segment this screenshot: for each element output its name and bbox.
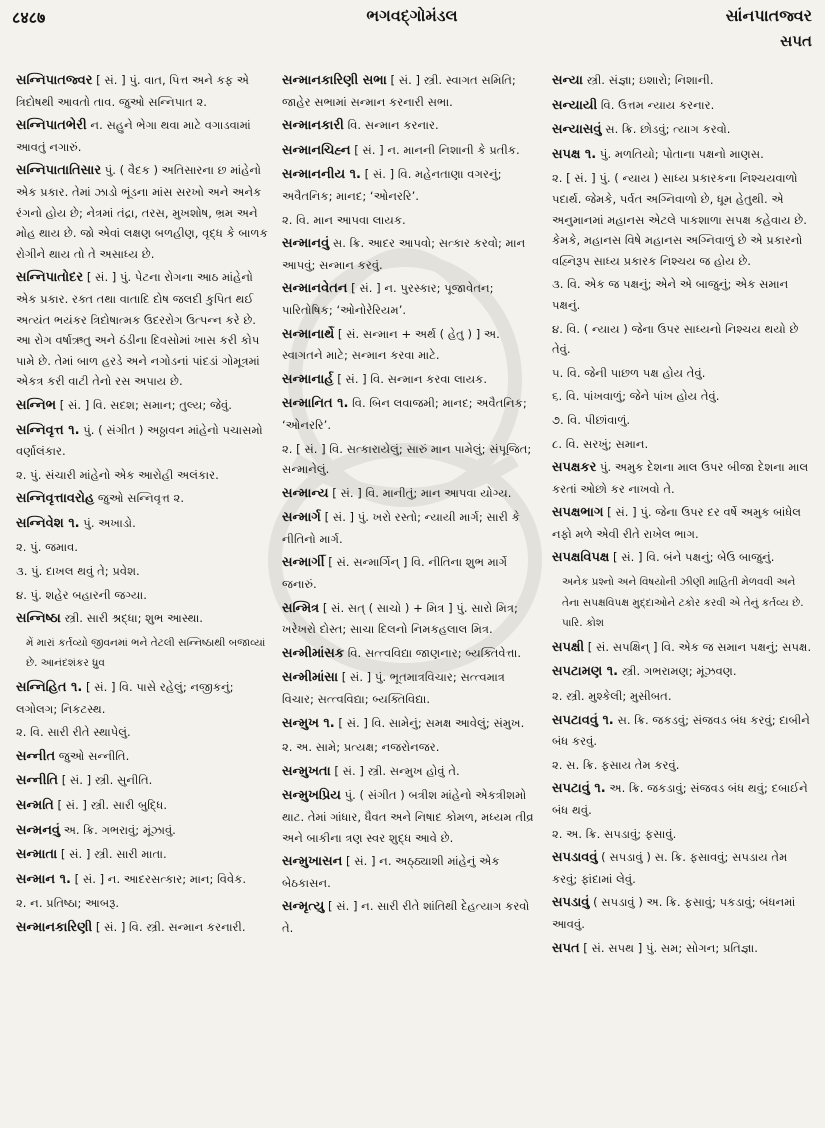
dictionary-entry xyxy=(16,160,268,264)
definition-text: અ. ક્રિ. જકડાવું; સંજવડ બંધ થવું; દબાઈને બંધ થવું. xyxy=(552,781,808,817)
definition-text: [ સં. ] સ્ત્રી. સારી માતા. xyxy=(57,847,167,862)
definition-text: સ્ત્રી. સારી શ્રદ્ધા; શુભ આસ્થા. xyxy=(60,611,203,626)
dictionary-entry xyxy=(552,661,814,683)
headword: સન્મતિ xyxy=(16,798,54,813)
definition-text: સ્ત્રી. સંજ્ઞા; ઇશારો; નિશાની. xyxy=(582,73,714,87)
sense-line xyxy=(282,439,540,480)
dictionary-entry xyxy=(16,395,268,417)
sense-line xyxy=(552,363,814,384)
sense-line xyxy=(552,319,814,360)
definition-text: [ સં. ] વિ. સદશ; સમાન; તુલ્ય; જેવું. xyxy=(56,397,232,412)
sense-line xyxy=(552,686,814,707)
headword: સન્નિવૃત્તાવરોહ xyxy=(16,491,95,507)
definition-text: ૨. વિ. સારી રીતે સ્થાપેલું. xyxy=(16,725,131,740)
page-number: ८४८७ xyxy=(12,8,46,27)
definition-text: પું. અમુક દેશના માલ ઉપર બીજા દેશના માલ કરતાં ઓછો કર નાખવો તે. xyxy=(552,460,809,496)
dictionary-entry xyxy=(282,851,540,893)
dictionary-entry xyxy=(282,70,540,112)
headword: સન્માર્ગી xyxy=(282,555,325,571)
definition-text: [ સં. ] પું. ભૂતમાત્રવિચાર; સત્ત્વમાત્ર વિચાર; સત્ત્વવિદ્યા; બ્યક્તિવિદ્યા. xyxy=(282,670,505,707)
dictionary-entry xyxy=(16,513,268,535)
definition-text: પું. ( સંગીત ) અઠ્ઠાવન માંહેનો પચાસમો વર્ણાલંકાર. xyxy=(16,422,263,459)
definition-text: [ સં. ] વિ. બંને પક્ષનું; બેઉ બાજુનું. xyxy=(609,550,775,565)
definition-text: [ સં. ] સ્ત્રી. સારી બુદ્ધિ. xyxy=(53,798,168,812)
dictionary-entry xyxy=(282,598,540,640)
definition-text: અનેક પ્રશ્નો અને વિષયોની ઝીણી માહિતી મેળવવી અને તેના સપક્ષવિપક્ષ મુદ્દાઓને ટકોર કરવી એ તેનું કર્તવ્ય છે. પારિ. કોશ xyxy=(562,576,804,630)
definition-text: અ. ક્રિ. ગભરાવું; મૂંઝાવું. xyxy=(60,822,176,837)
definition-text: [ સં. સન્માર્ગિન્ ] વિ. નીતિના શુભ માર્ગે જનારું. xyxy=(282,555,508,592)
dictionary-entry xyxy=(552,710,814,752)
definition-text: ૩. વિ. એક જ પક્ષનું; એને એ બાજુનું; એક સમાન પક્ષનું. xyxy=(552,277,789,312)
definition-text: વિ. સત્ત્વવિદ્યા જાણનાર; બ્યક્તિવેત્તા. xyxy=(344,645,522,660)
dictionary-entry xyxy=(282,140,540,162)
headword: સન્નિપાતભેરી xyxy=(16,118,87,134)
dictionary-entry xyxy=(282,552,540,594)
sense-line xyxy=(552,434,814,455)
headword: સપક્ષ ૧. xyxy=(552,146,597,162)
sense-line xyxy=(552,168,814,271)
definition-text: [ સં. સન્માન + અર્થ ( હેતુ ) ] અ. સ્વાગતને માટે; સન્માન કરવા માટે. xyxy=(282,326,500,363)
sense-line xyxy=(552,386,814,407)
definition-text: ૨. ન. પ્રતિષ્ઠા; આબરૂ. xyxy=(16,896,120,911)
page-header xyxy=(12,6,812,50)
headword: સન્નિવૃત્ત ૧. xyxy=(16,422,80,438)
sense-line xyxy=(282,737,540,758)
definition-text: ૨. [ સં. ] વિ. સત્કારાયેલું; સારું માન પામેલું; સંપૂજિત; સન્માનેલું. xyxy=(282,441,532,477)
definition-text: જુઓ સન્નિવૃત્ત ૨. xyxy=(94,491,185,506)
definition-text: પું. અખાડો. xyxy=(79,515,136,530)
dictionary-entry xyxy=(552,457,814,499)
dictionary-entry xyxy=(552,119,814,141)
dictionary-entry xyxy=(282,393,540,435)
definition-text: ૨. અ. ક્રિ. સપડાવું; ફસાવું. xyxy=(552,826,677,841)
definition-text: ( સપડાવું ) અ. ક્રિ. ફસાવું; પકડાવું; બંધનમાં આવવું. xyxy=(552,895,796,931)
definition-text: [ સં. ] સ્ત્રી. સન્મુખ હોવું તે. xyxy=(330,763,460,778)
dictionary-entry xyxy=(282,667,540,709)
headword: સન્માન્ય xyxy=(282,485,329,501)
definition-text: [ સં. ] ન. માનની નિશાની કે પ્રતીક. xyxy=(350,142,520,157)
definition-text: [ સં. ] વિ. પાસે રહેલું; નજીકનું; લગોલગ; નિકટસ્થ. xyxy=(16,680,234,716)
definition-text: ૨. પું. જમાવ. xyxy=(16,540,78,555)
definition-text: વિ. બિન લવાજમી; માનદ; અવૈતનિક; ‘ઓનરરિ’. xyxy=(282,396,527,432)
headword: સન્મુખપ્રિય xyxy=(282,788,341,804)
headword: સન્નિપાતોદર xyxy=(16,270,84,286)
headword: સન્માનાર્થે xyxy=(282,326,335,342)
definition-text: મેં મારાં કર્તવ્યો જીવનમાં ભને તેટલી સન્નિષ્ઠાથી બજાવ્યાં છે. આનંદશંકર ધ્રુવ xyxy=(26,636,266,670)
headword: સપક્ષવિપક્ષ xyxy=(552,550,610,566)
citation-quote xyxy=(16,633,268,674)
definition-text: [ સં. ] વિ. મહેનતાણા વગરનું; અવૈતનિક; માનદ; ‘ઓનરરિ’. xyxy=(282,167,502,203)
dictionary-entry xyxy=(552,70,814,92)
dictionary-entry xyxy=(552,778,814,820)
definition-text: ૨. સ. ક્રિ. ફસાય તેમ કરવું. xyxy=(552,757,680,772)
definition-text: ૩. પું. દાખલ થવું તે; પ્રવેશ. xyxy=(16,564,140,579)
dictionary-entry xyxy=(552,847,814,889)
dictionary-entry xyxy=(16,608,268,630)
headword: સન્નિષ્ઠા xyxy=(16,611,61,627)
definition-text: [ સં. ] સ્ત્રી. સુનીતિ. xyxy=(58,773,153,788)
dictionary-entry xyxy=(16,420,268,462)
headword: સન્માનિત ૧. xyxy=(282,396,349,412)
sense-line xyxy=(16,537,268,558)
headword: સન્મિત્ર xyxy=(282,600,320,616)
definition-text: સ. ક્રિ. છોડવું; ત્યાગ કરવો. xyxy=(601,122,731,137)
dictionary-entry xyxy=(282,324,540,366)
dictionary-entry xyxy=(16,795,268,817)
dictionary-entry xyxy=(282,278,540,320)
definition-text: ૨. સ્ત્રી. મુશ્કેલી; મુસીબત. xyxy=(552,689,672,704)
definition-text: ૨. વિ. માન આપવા લાયક. xyxy=(282,212,406,227)
dictionary-entry xyxy=(552,637,814,659)
definition-text: ૮. વિ. સરખું; સમાન. xyxy=(552,436,649,451)
headword: સન્મુખ ૧. xyxy=(282,715,335,731)
headword: સન્યાસવું xyxy=(552,122,602,138)
definition-text: [ સં. ] પું. ખરો રસ્તો; ન્યાયી માર્ગ; સારી કે નીતિનો માર્ગ. xyxy=(282,510,520,546)
dictionary-entry xyxy=(552,144,814,166)
definition-text: વિ. ઉત્તમ ન્યાય કરનાર. xyxy=(597,97,715,112)
headword: સન્માનનીય ૧. xyxy=(282,167,361,183)
headword: સન્માનાર્હ xyxy=(282,371,334,387)
headword: સન્માનવું xyxy=(282,236,330,252)
definition-text: ૨. અ. સામે; પ્રત્યક્ષ; નજરોનજર. xyxy=(282,740,440,755)
sense-line xyxy=(552,755,814,776)
dictionary-entry xyxy=(16,488,268,510)
headword: સપડાવવું xyxy=(552,850,598,866)
dictionary-entry xyxy=(282,115,540,137)
dictionary-entry xyxy=(16,844,268,866)
definition-text: ૪. વિ. ( ન્યાય ) જેના ઉપર સાધ્યનો નિશ્ચય થયો છે તેવું. xyxy=(552,321,799,357)
column-3 xyxy=(552,70,814,1120)
dictionary-entry xyxy=(282,233,540,275)
definition-text: ૫. વિ. જેની પાછળ પક્ષ હોય તેવું. xyxy=(552,365,706,380)
headword: સપટામણ ૧. xyxy=(552,664,619,680)
definition-text: સ્ત્રી. ગભરામણ; મૂંઝવણ. xyxy=(618,664,737,679)
headword: સન્યાયી xyxy=(552,97,598,113)
definition-text: ન. સહુને ભેગા થવા માટે વગાડવામાં આવતું નગારું. xyxy=(16,118,251,154)
dictionary-entry xyxy=(552,95,814,117)
dictionary-entry xyxy=(282,369,540,391)
definition-text: ૪. પું. શહેર બહારની જગ્યા. xyxy=(16,587,147,602)
definition-text: વિ. સન્માન કરનાર. xyxy=(343,118,439,133)
headword: સપક્ષભાગ xyxy=(552,505,604,521)
headword: સપટાવું ૧. xyxy=(552,781,606,797)
guide-word-start: સાંનપાતજ્વર xyxy=(725,6,812,25)
definition-text: સ. ક્રિ. જકડવું; સંજવડ બંધ કરવું; દાબીને બંધ કરવું. xyxy=(552,712,810,749)
headword: સન્મીમાંસા xyxy=(282,670,339,686)
dictionary-entry xyxy=(282,507,540,549)
definition-text: ૬. વિ. પાંખવાળું; જેને પાંખ હોય તેવું. xyxy=(552,389,720,404)
headword: સન્માનકારિણી સભા xyxy=(282,73,387,88)
definition-text: [ સં. ] સ્ત્રી. સ્વાગત સમિતિ; જાહેર સભામાં સન્માન કરનારી સભા. xyxy=(282,73,516,109)
headword: સન્નીત xyxy=(16,748,56,764)
dictionary-entry xyxy=(282,896,540,938)
definition-text: સ. ક્રિ. આદર આપવો; સત્કાર કરવો; માન આપવું; સન્માન કરવું. xyxy=(282,236,526,272)
dictionary-entry xyxy=(552,938,814,960)
dictionary-entry xyxy=(282,761,540,783)
definition-text: પું. મળતિયો; પોતાના પક્ષનો માણસ. xyxy=(596,146,764,161)
dictionary-entry xyxy=(16,267,268,392)
definition-text: [ સં. ] પું. જેના ઉપર દર વર્ષે અમુક બાંધેલ નફો મળે એવી રીતે રાખેલ ભાગ. xyxy=(552,505,802,541)
headword: સન્નિપાતાતિસાર xyxy=(16,163,102,179)
dictionary-entry xyxy=(282,483,540,505)
definition-text: [ સં. ] વિ. માનીતું; માન આપવા યોગ્ય. xyxy=(328,485,512,500)
definition-text: [ સં. ] ન. સારી રીતે શાંતિથી દેહત્યાગ કરવો તે. xyxy=(282,899,530,935)
sense-line xyxy=(16,585,268,606)
headword: સન્માન ૧. xyxy=(16,871,71,887)
sense-line xyxy=(282,210,540,231)
dictionary-entry xyxy=(282,643,540,665)
definition-text: ( સપડાવું ) સ. ક્રિ. ફસાવવું; સપડાય તેમ કરવું; ફાંદામાં લેવું. xyxy=(552,850,788,886)
dictionary-entry xyxy=(16,746,268,768)
headword: સન્નીતિ xyxy=(16,773,59,789)
definition-text: [ સં. ] ન. આદરસત્કાર; માન; વિવેક. xyxy=(70,871,247,886)
definition-text: [ સં. ] પું. વાત, પિત્ત અને કફ એ ત્રિદોષથી આવતો તાવ. જુઓ સન્નિપાત ૨. xyxy=(16,73,249,109)
headword: સન્મુખાસન xyxy=(282,854,343,870)
headword: સન્માનવેતન xyxy=(282,281,348,297)
book-title: ભગવદ્‌ગોમંડલ xyxy=(366,6,458,25)
sense-line xyxy=(552,274,814,315)
headword: સન્નિહિત ૧. xyxy=(16,680,83,696)
dictionary-entry xyxy=(552,892,814,934)
definition-text: પું. ( વૈદક ) અતિસારના છ માંહેનો એક પ્રકાર. તેમાં ઝાડો ભૂંડના માંસ સરખો અને અનેક રંગનો હોય છે; નેત્રમાં તંદ્રા, તરસ, મુખશોષ, ભ્રમ અને મોહ થાય છે. જો એવાં લક્ષણ બળહીણ, વૃદ્ધ કે બાળક રોગીને થાય તો તે અસાધ્ય છે. xyxy=(16,163,268,261)
definition-text: [ સં. ] પું. પેટના રોગના આઠ માંહેનો એક પ્રકાર. રક્ત તથા વાતાદિ દોષ જલદી કુપિત થઈ અત્યંત ભયંકર ત્રિદોષાત્મક ઉદરરોગ ઉત્પન્ન કરે છે. આ રોગ વર્ષાઋતુ અને ઠંડીના દિવસોમાં ખાસ કરી કોપ પામે છે. તેમાં બાળ હરડે અને નગોડનાં પાંદડાં ગોમૂત્રમાં એકત્ર કરી વાટી તેનો રસ અપાય છે. xyxy=(16,270,260,389)
headword: સન્માતા xyxy=(16,847,58,863)
definition-text: [ સં. ] વિ. સ્ત્રી. સન્માન કરનારી. xyxy=(92,919,246,934)
dictionary-entry xyxy=(16,917,268,939)
headword: સપડાવું xyxy=(552,895,590,911)
sense-line xyxy=(552,410,814,431)
sense-line xyxy=(16,561,268,582)
headword: સન્માનકારી xyxy=(282,118,344,134)
headword: સન્મૃત્યુ xyxy=(282,899,325,915)
dictionary-entry xyxy=(282,713,540,735)
citation-quote xyxy=(552,572,814,634)
headword: સન્યા xyxy=(552,73,583,88)
sense-line xyxy=(16,722,268,743)
sense-line xyxy=(16,465,268,486)
dictionary-entry xyxy=(552,502,814,544)
dictionary-entry xyxy=(16,770,268,792)
dictionary-entry xyxy=(16,115,268,157)
definition-text: ૨. [ સં. ] પું. ( ન્યાય ) સાધ્ય પ્રકારકના નિશ્ચયવાળો પદાર્થ. જેમકે, પર્વત અગ્નિવાળો છે, ધૂમ હેતુથી. એ અનુમાનમાં મહાનસ એટલે પાકશાળા સપક્ષ કહેવાય છે. કેમકે, મહાનસ વિષે મહાનસ અગ્નિવાળું છે એ પ્રકારનો વહ્નિરૂપ સાધ્ય પ્રકારક નિશ્ચય જ હોય છે. xyxy=(552,171,807,268)
definition-text: [ સં. સત્ ( સાચો ) + મિત્ર ] પું. સારો મિત્ર; ખરેખરો દોસ્ત; સાચા દિલનો નિમકહલાલ મિત્ર. xyxy=(282,600,518,637)
column-2 xyxy=(282,70,540,1120)
dictionary-entry xyxy=(282,785,540,848)
guide-word-end: સપત xyxy=(780,32,812,50)
definition-text: પું. ( સંગીત ) બત્રીશ માંહેનો એકત્રીશમો થાટ. તેમાં ગાંધાર, ધૈવત અને નિષાદ કોમળ, મધ્યમ તીવ્ર અને બાકીના ત્રણ સ્વર શુદ્ધ આવે છે. xyxy=(282,788,534,845)
headword: સન્મુખતા xyxy=(282,763,331,779)
headword: સપક્ષકર xyxy=(552,460,597,476)
headword: સપત xyxy=(552,940,580,956)
definition-text: [ સં. ] ન. પુરસ્કાર; પૂજાવેતન; પારિતોષિક; ‘ઓનોરેરિયમ’. xyxy=(282,281,494,317)
definition-text: [ સં. સપથ ] પું. સમ; સોગન; પ્રતિજ્ઞા. xyxy=(579,940,758,955)
headword: સપટાવવું ૧. xyxy=(552,712,614,728)
dictionary-entry xyxy=(16,677,268,719)
headword: સન્માનચિહ્ન xyxy=(282,142,351,158)
headword: સન્મીમાંસક xyxy=(282,645,345,661)
definition-text: [ સં. ] વિ. સામેનું; સમક્ષ આવેલું; સંમુખ. xyxy=(334,715,525,730)
definition-text: ૨. પું. સંચારી માંહેનો એક આરોહી અલંકાર. xyxy=(16,467,219,482)
sense-line xyxy=(552,824,814,845)
dictionary-entry xyxy=(16,70,268,112)
dictionary-entry xyxy=(282,164,540,206)
headword: સન્માનકારિણી xyxy=(16,919,93,935)
definition-text: [ સં. ] ન. અઠ્ઠ્યાશી માંહેનું એક બેઠકાસન. xyxy=(282,854,500,890)
headword: સન્મનવું xyxy=(16,822,61,838)
dictionary-entry xyxy=(16,869,268,891)
definition-text: જુઓ સન્નીતિ. xyxy=(55,748,130,763)
sense-line xyxy=(16,893,268,914)
definition-text: [ સં. ] વિ. સન્માન કરવા લાયક. xyxy=(333,371,488,386)
headword: સન્નિપાતજ્વર xyxy=(16,73,93,88)
headword: સન્નિવેશ ૧. xyxy=(16,515,80,531)
headword: સન્નિભ xyxy=(16,397,57,413)
headword: સપક્ષી xyxy=(552,639,585,655)
dictionary-entry xyxy=(16,820,268,842)
definition-text: ૭. વિ. પીછાંવાળું. xyxy=(552,412,631,427)
dictionary-entry xyxy=(552,547,814,569)
headword: સન્માર્ગ xyxy=(282,510,321,526)
column-1 xyxy=(16,70,268,1120)
definition-text: [ સં. સપક્ષિન્ ] વિ. એક જ સમાન પક્ષનું; સપક્ષ. xyxy=(584,639,812,654)
